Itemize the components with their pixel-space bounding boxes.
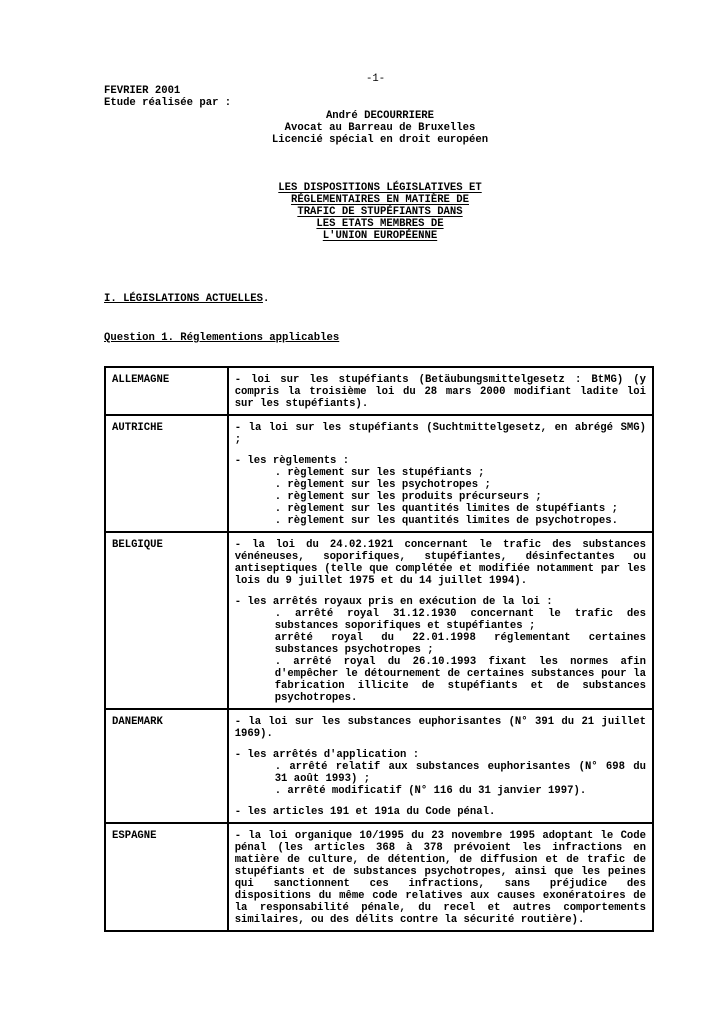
country-cell: DANEMARK <box>105 709 228 823</box>
legislation-paragraph <box>235 539 646 587</box>
study-by-label: Etude réalisée par : <box>104 97 232 109</box>
legislation-item: - la loi sur les stupéfiants (Suchtmittelgesetz, en abrégé SMG) ; <box>234 422 646 446</box>
legislation-item: - les articles 191 et 191a du Code pénal. <box>234 806 496 818</box>
author-qualification: Licencié spécial en droit européen <box>271 134 489 146</box>
document-date: FEVRIER 2001 <box>104 85 181 97</box>
sub-item: . règlement sur les psychotropes ; <box>274 479 491 491</box>
document-title <box>250 182 510 242</box>
legislation-paragraph <box>235 374 646 410</box>
legislation-item: - les arrêtés royaux pris en exécution de la loi : <box>234 596 553 608</box>
sub-item: . arrêté relatif aux substances euphorisantes (N° 698 du 31 août 1993) ; <box>274 761 646 785</box>
legislation-paragraph <box>235 806 646 818</box>
legislation-paragraph <box>235 749 646 797</box>
author-name: André DECOURRIERE <box>325 110 435 122</box>
legislation-item: - la loi sur les substances euphorisantes (N° 391 du 21 juillet 1969). <box>234 716 646 740</box>
country-cell: BELGIQUE <box>105 532 228 709</box>
sub-item: . règlement sur les stupéfiants ; <box>274 467 485 479</box>
section-heading: I. LÉGISLATIONS ACTUELLES. <box>104 293 270 305</box>
legislation-paragraph <box>235 596 646 704</box>
title-line: LES ETATS MEMBRES DE <box>316 218 444 230</box>
table-row <box>105 823 653 931</box>
table-row <box>105 415 653 532</box>
regulations-table <box>104 366 654 932</box>
author-title: Avocat au Barreau de Bruxelles <box>284 122 476 134</box>
sub-item: . arrêté royal du 26.10.1993 fixant les normes afin d'empêcher le détournement de certaines substances pour la fabrication illicite de stupéfiants et de substances psychotropes. <box>274 656 646 704</box>
table-row <box>105 367 653 415</box>
title-line: L'UNION EUROPÉENNE <box>322 230 438 242</box>
sub-item: . règlement sur les quantités limites de stupéfiants ; <box>274 503 618 515</box>
legislation-cell <box>228 532 653 709</box>
legislation-paragraph <box>235 830 646 926</box>
title-line: RÉGLEMENTAIRES EN MATIÈRE DE <box>290 194 469 206</box>
country-cell: ALLEMAGNE <box>105 367 228 415</box>
legislation-cell <box>228 415 653 532</box>
legislation-cell <box>228 823 653 931</box>
legislation-item: - loi sur les stupéfiants (Betäubungsmittelgesetz : BtMG) (y compris la troisième loi du 28 mars 2000 modifiant ladite loi sur les stupéfiants). <box>234 374 646 410</box>
sub-item: . règlement sur les quantités limites de psychotropes. <box>274 515 618 527</box>
sub-item: . arrêté royal 31.12.1930 concernant le trafic des substances soporifiques et stupéfiantes ; <box>274 608 646 632</box>
legislation-paragraph <box>235 716 646 740</box>
legislation-paragraph <box>235 422 646 446</box>
page-number: -1- <box>366 73 386 85</box>
country-cell: AUTRICHE <box>105 415 228 532</box>
sub-item: . règlement sur les produits précurseurs ; <box>274 491 542 503</box>
sub-item: arrêté royal du 22.01.1998 réglementant certaines substances psychotropes ; <box>274 632 646 656</box>
legislation-paragraph <box>235 455 646 527</box>
sub-item: . arrêté modificatif (N° 116 du 31 janvier 1997). <box>274 785 587 797</box>
table-row <box>105 532 653 709</box>
question-heading: Question 1. Réglementions applicables <box>104 332 340 344</box>
title-line: TRAFIC DE STUPÉFIANTS DANS <box>297 206 463 218</box>
country-cell: ESPAGNE <box>105 823 228 931</box>
table-row <box>105 709 653 823</box>
legislation-cell <box>228 709 653 823</box>
legislation-item: - la loi organique 10/1995 du 23 novembre 1995 adoptant le Code pénal (les articles 368 à 378 prévoient les infractions en matière de culture, de détention, de diffusion et de trafic de stupéfiants et de substances psychotropes, ainsi que les peines qui sanctionnent ces infractions, sans préjudice des dispositions du même code relatives aux causes exonératoires de la responsabilité pénale, du recel et autres comportements similaires, ou des délits contre la sécurité routière). <box>234 830 646 926</box>
title-line: LES DISPOSITIONS LÉGISLATIVES ET <box>278 182 482 194</box>
legislation-cell <box>228 367 653 415</box>
legislation-item: - la loi du 24.02.1921 concernant le trafic des substances vénéneuses, soporifiques, stupéfiantes, désinfectantes ou antiseptiques (telle que complétée et modifiée notamment par les lois du 9 juillet 1975 et du 14 juillet 1994). <box>234 539 646 587</box>
legislation-item: - les règlements : <box>234 455 350 467</box>
legislation-item: - les arrêtés d'application : <box>234 749 420 761</box>
